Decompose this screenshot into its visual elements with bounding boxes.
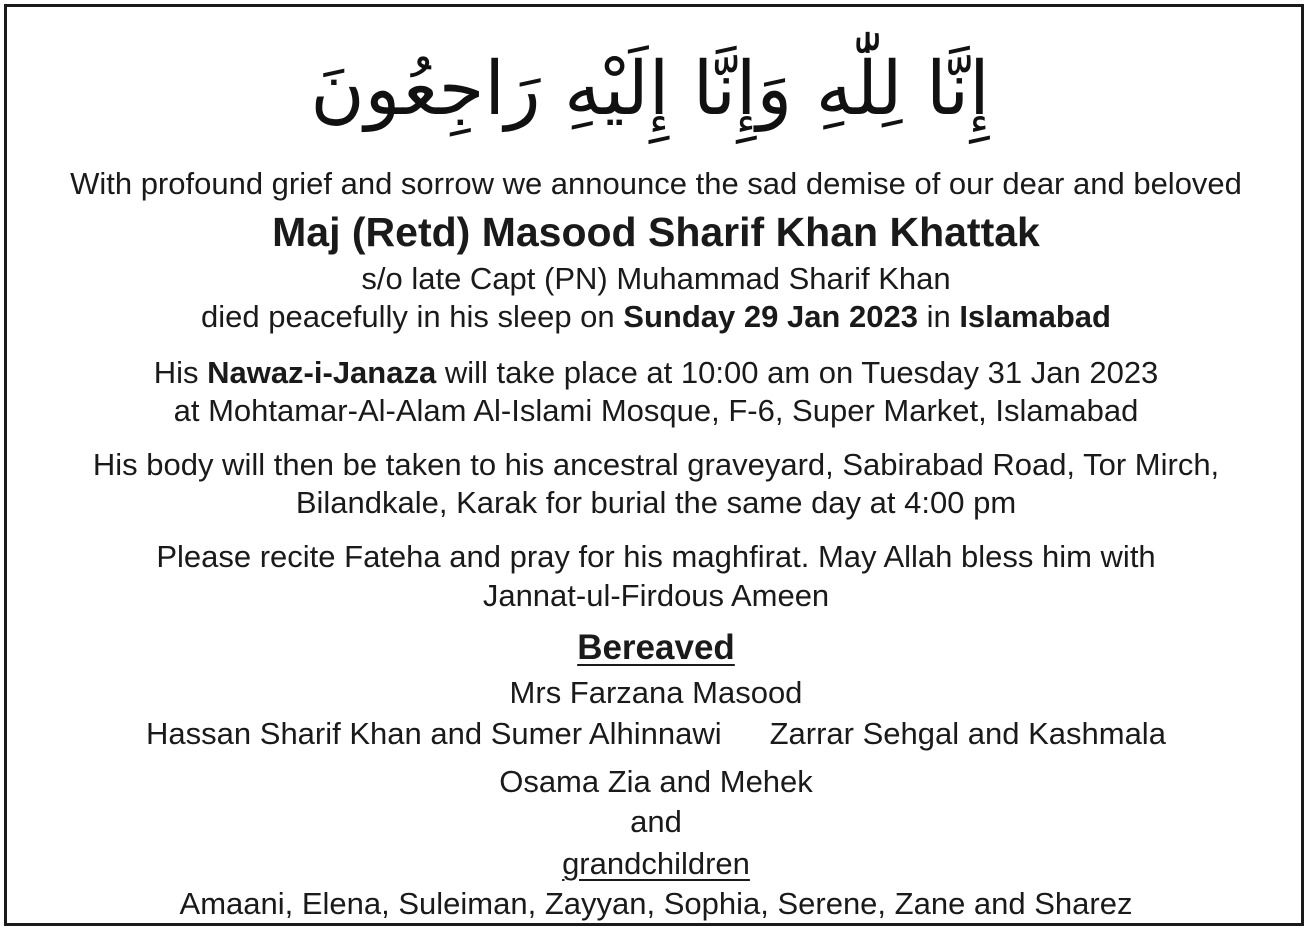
death-details	[0, 297, 1312, 337]
and-text: and	[630, 804, 682, 839]
burial-line-2: Bilandkale, Karak for burial the same day at 4:00 pm	[295, 485, 1017, 520]
bereaved-heading: Bereaved	[577, 628, 735, 667]
death-place: Islamabad	[959, 299, 1111, 334]
janaza-title: Nawaz-i-Janaza	[207, 355, 437, 390]
death-date: Sunday 29 Jan 2023	[623, 299, 918, 334]
grandchildren-heading-text: grandchildren	[562, 846, 750, 881]
death-middle: in	[917, 299, 960, 334]
burial-line-1: His body will then be taken to his ancestral graveyard, Sabirabad Road, Tor Mirch,	[92, 447, 1220, 482]
janaza-details	[0, 353, 1312, 393]
death-prefix: died peacefully in his sleep on	[201, 299, 624, 334]
bereaved-couple-3: Osama Zia and Mehek	[499, 764, 813, 799]
bereaved-spouse: Mrs Farzana Masood	[509, 675, 803, 710]
calligraphy-text: إِنَّا لِلّٰهِ وَإِنَّا إِلَيْهِ رَاجِعُونَ	[310, 46, 990, 132]
grandchildren-names: Amaani, Elena, Suleiman, Zayyan, Sophia, Serene, Zane and Sharez	[179, 886, 1133, 921]
deceased-name: Maj (Retd) Masood Sharif Khan Khattak	[272, 209, 1040, 255]
bereaved-couple-1: Hassan Sharif Khan and Sumer Alhinnawi	[146, 716, 722, 751]
prayer-line-1: Please recite Fateha and pray for his maghfirat. May Allah bless him with	[156, 539, 1156, 574]
arabic-calligraphy	[300, 14, 1000, 164]
intro-text: With profound grief and sorrow we announce the sad demise of our dear and beloved	[70, 166, 1242, 201]
grandchildren-heading	[0, 844, 1312, 884]
parentage-text: s/o late Capt (PN) Muhammad Sharif Khan	[361, 261, 951, 296]
prayer-line-2: Jannat-ul-Firdous Ameen	[482, 578, 830, 613]
janaza-venue: at Mohtamar-Al-Alam Al-Islami Mosque, F-6, Super Market, Islamabad	[173, 393, 1139, 428]
bereaved-couple-2: Zarrar Sehgal and Kashmala	[769, 716, 1166, 751]
janaza-suffix: will take place at 10:00 am on Tuesday 31 Jan 2023	[436, 355, 1159, 390]
janaza-prefix: His	[153, 355, 208, 390]
bereaved-couples-row	[0, 714, 1312, 754]
